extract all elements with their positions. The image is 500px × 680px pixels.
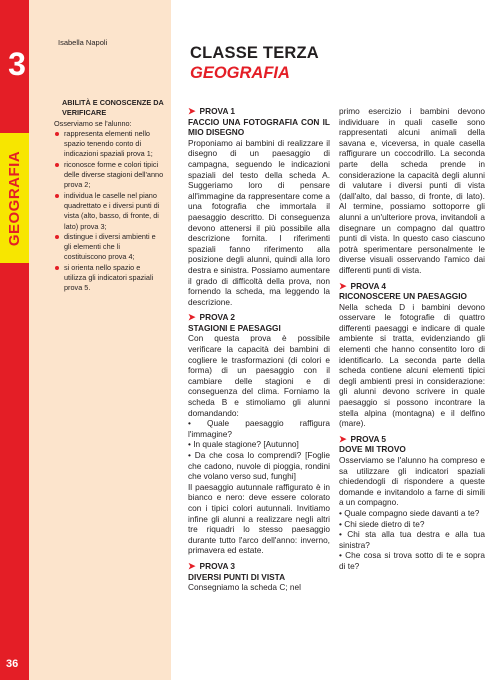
prova-2-text-2: Il paesaggio autunnale raffigurato è in bianco e nero: deve essere colorato con i tipici colori autunnali. Invitiamo infine gli alunni a realizzare negli altri tre riquadri lo stesso paesaggio durante tutto l'arco dell'anno: inverno, primavera ed estate. [188, 481, 330, 556]
skills-item: riconosce forme e colori tipici delle diverse stagioni dell'anno prova 2; [52, 160, 164, 191]
prova-2-text: Con questa prova è possibile verificare la capacità dei bambini di cogliere le trasformazioni (di colori e forma) di un paesaggio con il cambiare delle stagioni e di conseguenza del clima. Forniamo la scheda B e stimoliamo gli alunni domandando: [188, 333, 330, 418]
prova-1-label: PROVA 1 [199, 106, 236, 116]
prova-3-text-continued: primo esercizio i bambini devono individuare in quali caselle sono rappresentati alcuni animali della savana e, viceversa, in quale casella raffigurare un coccodrillo. La seconda parte della scheda prende in considerazione la capacità degli alunni di valutare i diversi punti di vista (dall'alto, dal basso, di fronte, di lato). Al termine, possiamo sottoporre gli alunni a un'ulteriore prova, invitandoli a disegnare un compagno dal quattro punti di vista. In questo caso ciascuno potrà sperimentare personalmente le diverse visuali osservando l'amico dai differenti punti di vista. [339, 106, 485, 275]
prova-5-subtitle: DOVE MI TROVO [339, 444, 406, 455]
prova-3-subtitle: DIVERSI PUNTI DI VISTA [188, 571, 286, 582]
page-title-subject: GEOGRAFIA [190, 64, 290, 82]
prova-2-question: • Da che cosa lo comprendi? [Foglie che cadono, nuvole di pioggia, rondini che volano verso sud, funghi] [188, 450, 330, 482]
prova-3-label: PROVA 3 [199, 560, 236, 571]
prova-4-heading [339, 281, 485, 292]
skills-box [52, 98, 164, 294]
side-title-text: GEOGRAFIA [6, 150, 24, 246]
prova-1-heading [188, 106, 330, 117]
prova-2-heading [188, 312, 330, 323]
prova-5-question: • Chi siede dietro di te? [339, 518, 425, 529]
author-name: Isabella Napoli [58, 38, 108, 47]
prova-5-question: • Chi sta alla tua destra e alla tua sinistra? [339, 529, 485, 550]
prova-4-subtitle: RICONOSCERE UN PAESAGGIO [339, 291, 468, 302]
skills-item: distingue i diversi ambienti e gli elementi che li costituiscono prova 4; [52, 232, 164, 263]
skills-list [52, 129, 164, 294]
prova-5-question: • Che cosa si trova sotto di te e sopra di te? [339, 550, 485, 571]
skills-item: si orienta nello spazio e utilizza gli indicatori spaziali prova 5. [52, 263, 164, 294]
arrow-right-icon: ➤ [188, 106, 196, 116]
prova-5-text: Osserviamo se l'alunno ha compreso e sa utilizzare gli indicatori spaziali chiedendogli di rispondere a queste domande e invitandolo a farne di simili a un compagno. [339, 455, 485, 508]
red-side-band [0, 0, 29, 680]
prova-2-label: PROVA 2 [199, 312, 236, 323]
arrow-right-icon: ➤ [188, 312, 196, 323]
prova-2-question: • Quale paesaggio raffigura l'immagine? [188, 418, 330, 439]
prova-5-heading [339, 434, 485, 445]
arrow-right-icon: ➤ [188, 560, 196, 571]
skills-intro: Osserviamo se l'alunno: [54, 118, 132, 128]
prova-5-label: PROVA 5 [350, 433, 387, 444]
prova-3-text-start: Consegniamo la scheda C; nel [188, 582, 301, 593]
chapter-number: 3 [8, 46, 26, 82]
page-number: 36 [6, 658, 19, 670]
prova-1-subtitle: FACCIO UNA FOTOGRAFIA CON IL MIO DISEGNO [188, 116, 330, 138]
text-column-left [188, 106, 330, 593]
skills-item: individua le caselle nel piano quadrettato e i diversi punti di vista (alto, basso, di fronte, di lato) prova 3; [52, 191, 164, 232]
page-title-class: CLASSE TERZA [190, 44, 319, 62]
text-column-right [339, 106, 485, 572]
skills-heading: ABILITÀ E CONOSCENZE DA VERIFICARE [62, 98, 164, 118]
prova-2-subtitle: STAGIONI E PAESAGGI [188, 322, 281, 333]
prova-4-label: PROVA 4 [350, 280, 387, 291]
side-title [1, 133, 29, 263]
prova-2-question: • In quale stagione? [Autunno] [188, 439, 299, 450]
arrow-right-icon: ➤ [339, 280, 347, 291]
prova-1-text: Proponiamo ai bambini di realizzare il disegno di un paesaggio di campagna, seguendo le indicazioni spaziali del testo della scheda A. Suggeriamo loro di pensare all'immagine da rappresentare come a una fotografia che immortala il paesaggio descritto. Di conseguenza devono attenersi il più possibile alla descrizione fornita. I riferimenti spaziali fanno riferimento alla posizione degli alunni, quindi alla loro destra e sinistra. Possiamo aumentare il grado di difficoltà della prova, non fornendo la scheda, ma leggendo la descrizione. [188, 137, 330, 307]
skills-item: rappresenta elementi nello spazio tenendo conto di indicazioni spaziali prova 1; [52, 129, 164, 160]
prova-3-heading [188, 561, 330, 572]
prova-5-question: • Quale compagno siede davanti a te? [339, 507, 480, 518]
prova-4-text: Nella scheda D i bambini devono osservare le fotografie di quattro differenti paesaggi e indicare di quale ambiente si tratta, evidenziando gli elementi che hanno consentito loro di identificarlo. La seconda parte della scheda contiene alcuni elementi tipici degli ambienti presi in considerazione: gli alunni devono scrivere in quale paesaggio si possono incontrare la stella alpina (montagna) e il delfino (mare). [339, 301, 485, 429]
arrow-right-icon: ➤ [339, 433, 347, 444]
